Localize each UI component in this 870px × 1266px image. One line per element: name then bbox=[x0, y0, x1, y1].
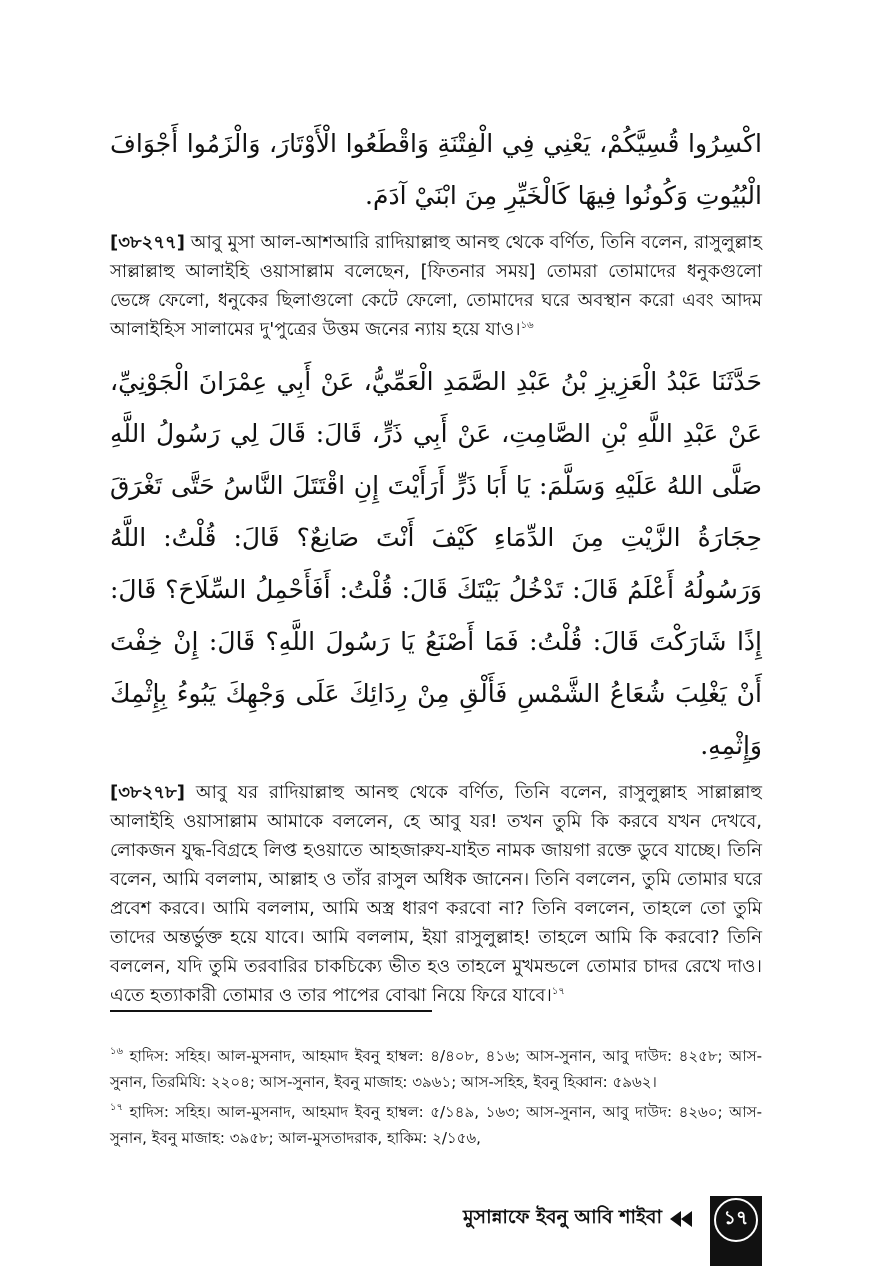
footnote-text: হাদিস: সহিহ। আল-মুসনাদ, আহমাদ ইবনু হাম্বল: ৪/৪০৮, ৪১৬; আস-সুনান, আবু দাউদ: ৪২৫৮; আস-সুনান, তিরমিযি: ২২০৪; আস-সুনান, ইবনু মাজাহ: ৩৯৬১; আস-সহিহ, ইবনু হিব্বান: ৫৯৬২। bbox=[110, 1047, 762, 1091]
footnote-number: ১৭ bbox=[110, 1102, 123, 1113]
arabic-text-1: اكْسِرُوا قُسِيَّكُمْ، يَعْنِي فِي الْفِتْنَةِ وَاقْطَعُوا الْأَوْتَارَ، وَالْزَمُوا أَجْوَافَ الْبُيُوتِ وَكُونُوا فِيهَا كَالْخَيِّرِ مِنَ ابْنَيْ آدَمَ. bbox=[110, 129, 762, 210]
footnote-marker[interactable]: ১৭ bbox=[551, 986, 565, 997]
footnotes bbox=[110, 1043, 762, 1155]
hadith-38277 bbox=[110, 228, 762, 344]
arabic-text-2: حَدَّثَنَا عَبْدُ الْعَزِيزِ بْنُ عَبْدِ الصَّمَدِ الْعَمِّيُّ، عَنْ أَبِي عِمْرَانَ الْجَوْنِيِّ، عَنْ عَبْدِ اللَّهِ بْنِ الصَّامِتِ، عَنْ أَبِي ذَرٍّ، قَالَ: قَالَ لِي رَسُولُ اللَّهِ صَلَّى اللهُ عَلَيْهِ وَسَلَّمَ: يَا أَبَا ذَرٍّ أَرَأَيْتَ إِنِ اقْتَتَلَ النَّاسُ حَتَّى تَغْرَقَ حِجَارَةُ الزَّيْتِ مِنَ الدِّمَاءِ كَيْفَ أَنْتَ صَانِعٌ؟ قَالَ: قُلْتُ: اللَّهُ وَرَسُولُهُ أَعْلَمُ قَالَ: تَدْخُلُ بَيْتَكَ قَالَ: قُلْتُ: أَفَأَحْمِلُ السِّلَاحَ؟ قَالَ: إِذًا شَارَكْتَ قَالَ: قُلْتُ: فَمَا أَصْنَعُ يَا رَسُولَ اللَّهِ؟ قَالَ: إِنْ خِفْتَ أَنْ يَغْلِبَ شُعَاعُ الشَّمْسِ فَأَلْقِ مِنْ رِدَائِكَ عَلَى وَجْهِكَ يَبُوءُ بِإِثْمِكَ وَإِثْمِهِ. bbox=[110, 367, 763, 760]
double-left-arrow-icon bbox=[670, 1211, 692, 1227]
hadith-translation: আবু যর রাদিয়াল্লাহু আনহু থেকে বর্ণিত, তিনি বলেন, রাসুলুল্লাহ সাল্লাল্লাহু আলাইহি ওয়াসাল্লাম আমাকে বললেন, হে আবু যর! তখন তুমি কি করবে যখন দেখবে, লোকজন যুদ্ধ-বিগ্রহে লিপ্ত হওয়াতে আহজারুয-যাইত নামক জায়গা রক্তে ডুবে যাচ্ছে। তিনি বলেন, আমি বললাম, আল্লাহ ও তাঁর রাসুল অধিক জানেন। তিনি বললেন, তুমি তোমার ঘরে প্রবেশ করবে। আমি বললাম, আমি অস্ত্র ধারণ করবো না? তিনি বললেন, তাহলে তো তুমি তাদের অন্তর্ভুক্ত হয়ে যাবে। আমি বললাম, ইয়া রাসুলুল্লাহ! তাহলে আমি কি করবো? তিনি বললেন, যদি তুমি তরবারির চাকচিক্যে ভীত হও তাহলে মুখমন্ডলে তোমার চাদর রেখে দাও। এতে হত্যাকারী তোমার ও তার পাপের বোঝা নিয়ে ফিরে যাবে। bbox=[110, 782, 762, 1006]
footnote-17 bbox=[110, 1099, 762, 1151]
hadith-number: [৩৮২৭৭] bbox=[110, 232, 185, 253]
page-body bbox=[110, 118, 762, 1022]
hadith-38278 bbox=[110, 778, 762, 1010]
footnote-number: ১৬ bbox=[110, 1046, 123, 1057]
hadith-number: [৩৮২৭৮] bbox=[110, 782, 185, 803]
page-number-tab bbox=[710, 1196, 762, 1266]
page-number: ১৭ bbox=[714, 1198, 758, 1242]
footnote-16 bbox=[110, 1043, 762, 1095]
footnote-text: হাদিস: সহিহ। আল-মুসনাদ, আহমাদ ইবনু হাম্বল: ৫/১৪৯, ১৬৩; আস-সুনান, আবু দাউদ: ৪২৬০; আস-সুনান, ইবনু মাজাহ: ৩৯৫৮; আল-মুসতাদরাক, হাকিম: ২/১৫৬, bbox=[110, 1103, 763, 1147]
footnote-divider bbox=[110, 1010, 432, 1012]
footnote-marker[interactable]: ১৬ bbox=[520, 320, 534, 331]
hadith-translation: আবু মুসা আল-আশআরি রাদিয়াল্লাহু আনহু থেকে বর্ণিত, তিনি বলেন, রাসুলুল্লাহ সাল্লাল্লাহু আলাইহি ওয়াসাল্লাম বলেছেন, [ফিতনার সময়] তোমরা তোমাদের ধনুকগুলো ভেঙ্গে ফেলো, ধনুকের ছিলাগুলো কেটে ফেলো, তোমাদের ঘরে অবস্থান করো এবং আদম আলাইহিস সালামের দু'পুত্রের উত্তম জনের ন্যায় হয়ে যাও। bbox=[110, 232, 762, 340]
book-title: মুসান্নাফে ইবনু আবি শাইবা bbox=[462, 1206, 662, 1228]
page-footer bbox=[463, 1199, 700, 1239]
